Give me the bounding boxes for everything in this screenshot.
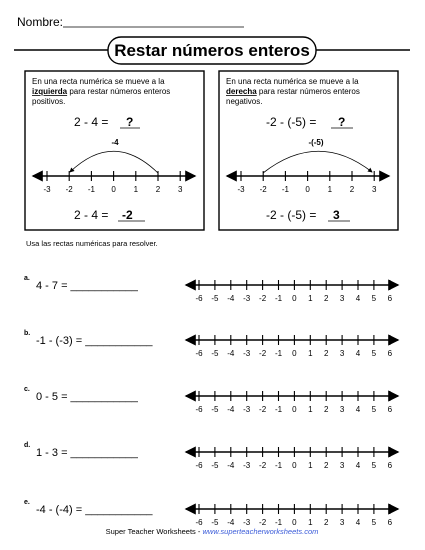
example-box-right <box>219 71 398 230</box>
tick-label: 1 <box>308 405 313 414</box>
footer-url[interactable]: www.superteacherworksheets.com <box>202 527 319 536</box>
exercise-letter: a. <box>24 275 30 282</box>
tick-label: 6 <box>387 518 393 527</box>
tick-label: 6 <box>387 349 393 358</box>
example-question-expr: 2 - 4 = <box>74 115 109 129</box>
tick-label: 3 <box>371 185 377 194</box>
tick-label: -3 <box>43 185 51 194</box>
example-text-line1: En una recta numérica se mueve a la <box>32 77 165 86</box>
tick-label: -2 <box>259 405 267 414</box>
footer-text: Super Teacher Worksheets - <box>105 527 203 536</box>
tick-label: -3 <box>243 405 251 414</box>
exercise-item <box>24 386 398 414</box>
footer <box>106 527 319 536</box>
exercise-expression[interactable]: 4 - 7 = ___________ <box>36 280 138 292</box>
tick-label: -5 <box>211 518 219 527</box>
example-move-arc <box>70 151 158 173</box>
page-title: Restar números enteros <box>114 41 310 60</box>
exercise-ticks <box>195 504 392 527</box>
exercise-item <box>24 499 398 527</box>
exercise-ticks <box>195 280 392 303</box>
tick-label: -2 <box>259 349 267 358</box>
tick-label: 5 <box>371 294 377 303</box>
tick-label: -6 <box>195 349 203 358</box>
tick-label: 1 <box>327 185 333 194</box>
name-label: Nombre: <box>17 15 64 29</box>
exercise-expression[interactable]: 1 - 3 = ___________ <box>36 447 138 459</box>
example-text-line1: En una recta numérica se mueve a la <box>226 77 359 86</box>
tick-label: 5 <box>371 461 377 470</box>
tick-label: 1 <box>308 294 313 303</box>
example-answer-value: -2 <box>122 208 133 222</box>
example-move-arc <box>263 151 372 173</box>
tick-label: -5 <box>211 294 219 303</box>
tick-label: -3 <box>243 461 251 470</box>
tick-label: -4 <box>227 349 235 358</box>
example-ticks <box>237 171 377 194</box>
tick-label: -2 <box>65 185 73 194</box>
tick-label: -6 <box>195 405 203 414</box>
instructions: Usa las rectas numéricas para resolver. <box>26 239 158 248</box>
exercise-list <box>24 275 398 527</box>
exercise-expression[interactable]: 0 - 5 = ___________ <box>36 391 138 403</box>
example-keyword: derecha <box>226 87 257 96</box>
tick-label: 1 <box>308 461 313 470</box>
tick-label: -3 <box>243 349 251 358</box>
tick-label: -3 <box>243 518 251 527</box>
exercise-letter: b. <box>24 330 31 337</box>
example-answer-expr: 2 - 4 = <box>74 208 109 222</box>
tick-label: 2 <box>155 185 161 194</box>
tick-label: -6 <box>195 461 203 470</box>
exercise-ticks <box>195 335 392 358</box>
tick-label: -5 <box>211 349 219 358</box>
tick-label: 3 <box>339 294 345 303</box>
exercise-letter: d. <box>24 442 31 449</box>
tick-label: 0 <box>292 461 297 470</box>
example-box-left <box>25 71 204 230</box>
example-arc-label: -4 <box>111 138 119 147</box>
tick-label: 6 <box>387 461 393 470</box>
tick-label: 5 <box>371 405 377 414</box>
exercise-ticks <box>195 447 392 470</box>
tick-label: 2 <box>323 461 329 470</box>
tick-label: -4 <box>227 461 235 470</box>
tick-label: 1 <box>308 349 313 358</box>
exercise-item <box>24 330 398 358</box>
tick-label: 3 <box>339 349 345 358</box>
tick-label: -1 <box>274 405 283 414</box>
tick-label: -6 <box>195 294 203 303</box>
tick-label: 0 <box>111 185 116 194</box>
tick-label: -1 <box>274 461 283 470</box>
exercise-ticks <box>195 391 392 414</box>
tick-label: 5 <box>371 349 377 358</box>
tick-label: 3 <box>339 461 345 470</box>
tick-label: 0 <box>292 294 297 303</box>
example-text-line2: derecha para restar números enteros <box>226 87 360 96</box>
example-text-line3: negativos. <box>226 97 263 106</box>
exercise-letter: c. <box>24 386 30 393</box>
tick-label: 2 <box>349 185 355 194</box>
example-question-expr: -2 - (-5) = <box>266 115 317 129</box>
tick-label: 4 <box>355 294 361 303</box>
tick-label: 0 <box>305 185 310 194</box>
tick-label: -6 <box>195 518 203 527</box>
tick-label: 5 <box>371 518 377 527</box>
tick-label: 3 <box>177 185 183 194</box>
tick-label: 3 <box>339 405 345 414</box>
tick-label: -2 <box>259 185 267 194</box>
tick-label: 2 <box>323 405 329 414</box>
example-answer-value: 3 <box>333 208 340 222</box>
example-answer-expr: -2 - (-5) = <box>266 208 317 222</box>
tick-label: 6 <box>387 405 393 414</box>
exercise-expression[interactable]: -1 - (-3) = ___________ <box>36 335 153 347</box>
exercise-letter: e. <box>24 499 30 506</box>
tick-label: 4 <box>355 405 361 414</box>
tick-label: 4 <box>355 349 361 358</box>
example-text-line2: izquierda para restar números enteros <box>32 87 171 96</box>
example-arc-label: -(-5) <box>308 138 324 147</box>
tick-label: -5 <box>211 461 219 470</box>
tick-label: -1 <box>274 294 283 303</box>
tick-label: 2 <box>323 349 329 358</box>
exercise-expression[interactable]: -4 - (-4) = ___________ <box>36 504 153 516</box>
tick-label: 1 <box>308 518 313 527</box>
tick-label: 4 <box>355 518 361 527</box>
example-keyword: izquierda <box>32 87 68 96</box>
tick-label: -5 <box>211 405 219 414</box>
tick-label: -1 <box>274 349 283 358</box>
tick-label: 2 <box>323 518 329 527</box>
example-question-mark: ? <box>126 115 134 129</box>
tick-label: 1 <box>133 185 139 194</box>
tick-label: -3 <box>237 185 245 194</box>
tick-label: -1 <box>281 185 289 194</box>
tick-label: -4 <box>227 405 235 414</box>
tick-label: 6 <box>387 294 393 303</box>
tick-label: -2 <box>259 294 267 303</box>
tick-label: 0 <box>292 518 297 527</box>
tick-label: 0 <box>292 349 297 358</box>
tick-label: 0 <box>292 405 297 414</box>
tick-label: -2 <box>259 461 267 470</box>
tick-label: -1 <box>274 518 283 527</box>
tick-label: -4 <box>227 294 235 303</box>
tick-label: 2 <box>323 294 329 303</box>
exercise-item <box>24 275 398 303</box>
exercise-item <box>24 442 398 470</box>
tick-label: 4 <box>355 461 361 470</box>
example-question-mark: ? <box>338 115 346 129</box>
tick-label: -3 <box>243 294 251 303</box>
tick-label: -2 <box>259 518 267 527</box>
example-text-line3: positivos. <box>32 97 66 106</box>
tick-label: 3 <box>339 518 345 527</box>
tick-label: -1 <box>87 185 95 194</box>
example-ticks <box>43 171 183 194</box>
tick-label: -4 <box>227 518 235 527</box>
